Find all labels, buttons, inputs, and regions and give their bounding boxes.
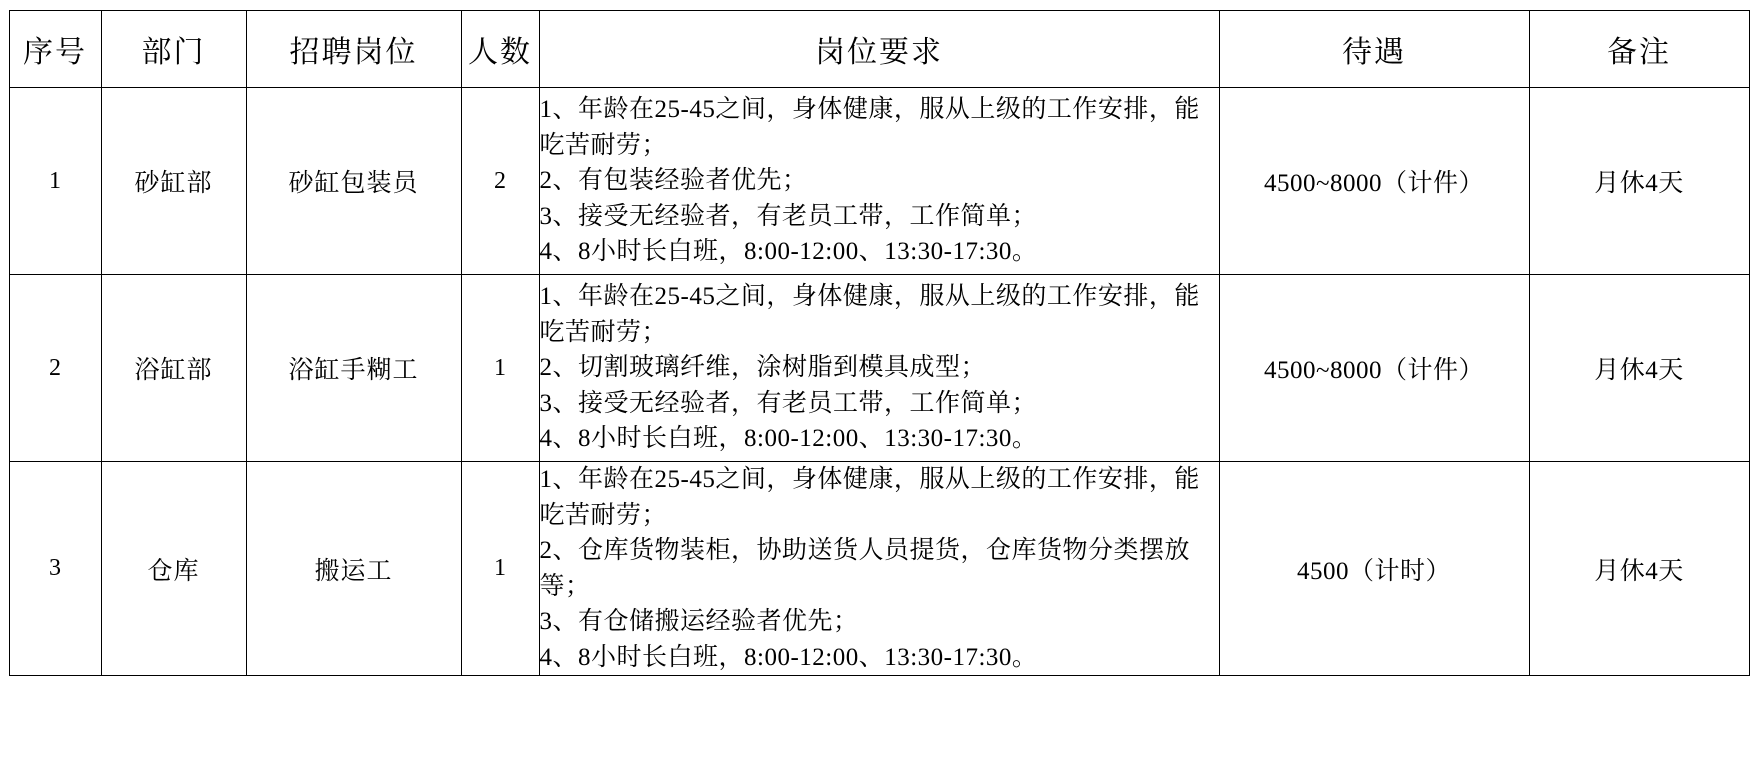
column-header-position: 招聘岗位 (246, 11, 461, 88)
recruitment-table (9, 10, 1750, 676)
cell-department: 砂缸部 (101, 88, 246, 275)
table-row (9, 275, 1749, 462)
column-header-note: 备注 (1529, 11, 1749, 88)
cell-position: 浴缸手糊工 (246, 275, 461, 462)
column-header-requirements: 岗位要求 (539, 11, 1219, 88)
requirement-line: 3、有仓储搬运经验者优先； (539, 608, 859, 635)
cell-count: 1 (461, 275, 539, 462)
table-header (9, 11, 1749, 88)
table-row (9, 88, 1749, 275)
cell-requirements (539, 275, 1219, 462)
requirement-line: 1、年龄在25-45之间，身体健康，服从上级的工作安排，能吃苦耐劳； (539, 96, 1200, 159)
requirement-line: 4、8小时长白班，8:00-12:00、13:30-17:30。 (539, 425, 1038, 453)
column-header-pay: 待遇 (1219, 11, 1529, 88)
cell-department: 仓库 (101, 462, 246, 676)
table-body (9, 88, 1749, 676)
column-header-department: 部门 (101, 11, 246, 88)
cell-count: 2 (461, 88, 539, 275)
cell-index: 2 (9, 275, 101, 462)
cell-note: 月休4天 (1529, 88, 1749, 275)
cell-note: 月休4天 (1529, 275, 1749, 462)
cell-requirements (539, 462, 1219, 676)
requirement-line: 4、8小时长白班，8:00-12:00、13:30-17:30。 (539, 238, 1038, 266)
requirement-line: 2、有包装经验者优先； (539, 167, 808, 195)
column-header-count: 人数 (461, 11, 539, 88)
cell-pay: 4500~8000（计件） (1219, 88, 1529, 275)
cell-position: 搬运工 (246, 462, 461, 676)
cell-count: 1 (461, 462, 539, 676)
cell-requirements (539, 88, 1219, 275)
table-row (9, 462, 1749, 676)
cell-pay: 4500~8000（计件） (1219, 275, 1529, 462)
requirement-line: 4、8小时长白班，8:00-12:00、13:30-17:30。 (539, 643, 1038, 671)
cell-pay: 4500（计时） (1219, 462, 1529, 676)
cell-index: 3 (9, 462, 101, 676)
requirement-line: 3、接受无经验者，有老员工带，工作简单； (539, 202, 1038, 230)
table-header-row (9, 11, 1749, 88)
requirement-line: 2、仓库货物装柜，协助送货人员提货，仓库货物分类摆放等； (539, 537, 1191, 600)
cell-department: 浴缸部 (101, 275, 246, 462)
cell-index: 1 (9, 88, 101, 275)
column-header-index: 序号 (9, 11, 101, 88)
cell-note: 月休4天 (1529, 462, 1749, 676)
requirement-line: 2、切割玻璃纤维，涂树脂到模具成型； (539, 354, 987, 382)
requirement-line: 1、年龄在25-45之间，身体健康，服从上级的工作安排，能吃苦耐劳； (539, 466, 1200, 529)
requirement-line: 3、接受无经验者，有老员工带，工作简单； (539, 389, 1038, 417)
cell-position: 砂缸包装员 (246, 88, 461, 275)
requirement-line: 1、年龄在25-45之间，身体健康，服从上级的工作安排，能吃苦耐劳； (539, 283, 1200, 346)
